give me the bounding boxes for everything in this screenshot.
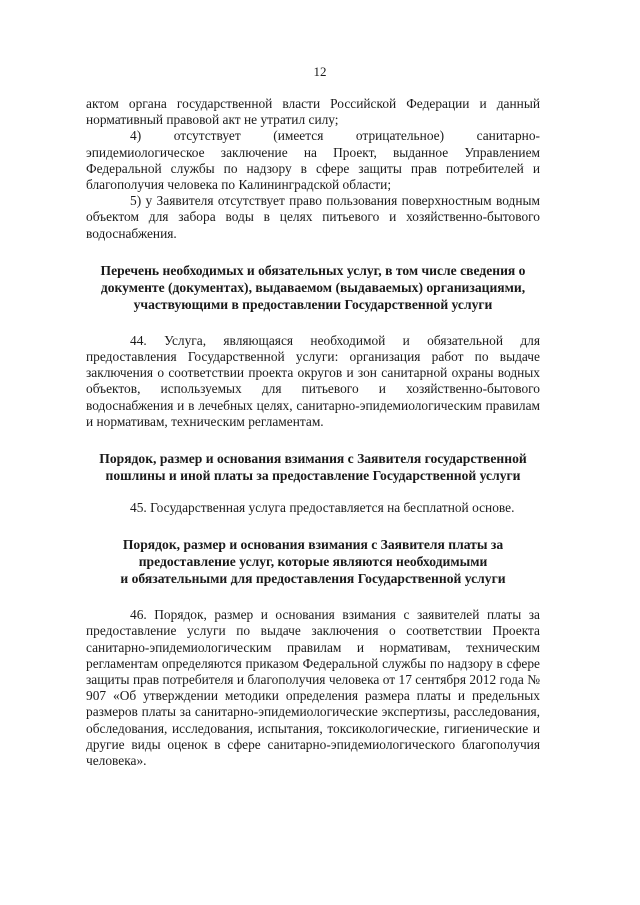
- section-heading-required-services: [86, 262, 540, 313]
- heading-line: предоставление услуг, которые являются необходимыми: [138, 554, 488, 570]
- list-item-5: 5) у Заявителя отсутствует право пользования поверхностным водным объектом для забора воды в целях питьевого и хозяйственно-бытового водоснабжения.: [86, 193, 540, 241]
- paragraph-44: 44. Услуга, являющаяся необходимой и обязательной для предоставления Государственной услуги: организация работ по выдаче заключения о соответствии проекта округов и зон санитарной охраны водных объектов, используемых для питьевого и хозяйственно-бытового водоснабжения и в лечебных целях, санитарно-эпидемиологическим правилам и нормативам, техническим регламентам.: [86, 332, 540, 429]
- heading-line: участвующими в предоставлении Государственной услуги: [133, 296, 493, 312]
- paragraph-46: 46. Порядок, размер и основания взимания с заявителей платы за предоставление услуги по выдаче заключения о соответствии Проекта санитарно-эпидемиологическим правилам и нормативам, техническим регламентам определяются приказом Федеральной службы по надзору в сфере защиты прав потребителя и благополучия человека от 17 сентября 2012 года № 907 «Об утверждении методики определения размера платы и предельных размеров платы за санитарно-эпидемиологические экспертизы, расследования, обследования, исследования, испытания, токсикологические, гигиенические и другие виды оценок в сфере санитарно-эпидемиологического благополучия человека».: [86, 607, 540, 769]
- list-item-4: 4) отсутствует (имеется отрицательное) санитарно-эпидемиологическое заключение на Проект, выданное Управлением Федеральной службы по надзору в сфере защиты прав потребителей и благополучия человека по Калининградской области;: [86, 128, 540, 193]
- heading-line: Порядок, размер и основания взимания с Заявителя государственной: [99, 451, 527, 467]
- document-body: [86, 96, 540, 769]
- section-heading-state-fee: [86, 450, 540, 484]
- paragraph-45: 45. Государственная услуга предоставляется на бесплатной основе.: [130, 500, 515, 516]
- heading-line: Перечень необходимых и обязательных услуг, в том числе сведения о: [100, 262, 526, 278]
- section-heading-service-fee: [86, 536, 540, 587]
- page-number: 12: [313, 64, 327, 79]
- continuation-paragraph: актом органа государственной власти Российской Федерации и данный нормативный правовой акт не утратил силу;: [86, 96, 540, 128]
- heading-line: Порядок, размер и основания взимания с Заявителя платы за: [122, 537, 504, 553]
- heading-line: и обязательными для предоставления Государственной услуги: [120, 571, 506, 587]
- heading-line: пошлины и иной платы за предоставление Государственной услуги: [105, 468, 521, 484]
- heading-line: документе (документах), выдаваемом (выдаваемых) организациями,: [100, 279, 526, 295]
